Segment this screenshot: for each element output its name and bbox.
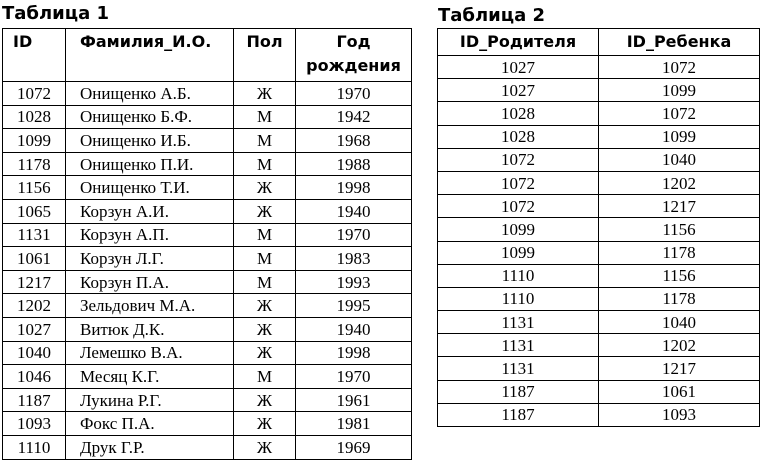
cell-name: Месяц К.Г. bbox=[66, 365, 234, 389]
cell-child-id: 1099 bbox=[599, 79, 760, 102]
cell-child-id: 1202 bbox=[599, 334, 760, 357]
table-row bbox=[3, 365, 412, 389]
cell-birth-year: 1983 bbox=[296, 247, 412, 271]
cell-name: Корзун А.И. bbox=[66, 199, 234, 223]
cell-parent-id: 1027 bbox=[438, 79, 599, 102]
cell-parent-id: 1187 bbox=[438, 403, 599, 426]
cell-name: Онищенко А.Б. bbox=[66, 82, 234, 106]
header-sex: Пол bbox=[234, 29, 296, 82]
cell-name: Лемешко В.А. bbox=[66, 341, 234, 365]
cell-parent-id: 1072 bbox=[438, 171, 599, 194]
table-row bbox=[3, 317, 412, 341]
parent-child-table-body bbox=[438, 56, 760, 427]
table-row bbox=[3, 247, 412, 271]
table-row bbox=[438, 311, 760, 334]
cell-child-id: 1156 bbox=[599, 264, 760, 287]
cell-id: 1178 bbox=[3, 152, 66, 176]
table-row bbox=[3, 105, 412, 129]
parent-child-table bbox=[437, 28, 760, 427]
cell-child-id: 1040 bbox=[599, 311, 760, 334]
cell-id: 1065 bbox=[3, 199, 66, 223]
table-row bbox=[438, 241, 760, 264]
cell-sex: М bbox=[234, 129, 296, 153]
cell-sex: Ж bbox=[234, 341, 296, 365]
table-row bbox=[3, 176, 412, 200]
table-row bbox=[3, 388, 412, 412]
table-row bbox=[438, 56, 760, 79]
cell-id: 1061 bbox=[3, 247, 66, 271]
cell-parent-id: 1131 bbox=[438, 334, 599, 357]
cell-id: 1028 bbox=[3, 105, 66, 129]
table-row bbox=[3, 341, 412, 365]
cell-sex: Ж bbox=[234, 199, 296, 223]
parent-child-header-row bbox=[438, 29, 760, 56]
cell-birth-year: 1940 bbox=[296, 199, 412, 223]
table-row bbox=[3, 294, 412, 318]
cell-name: Корзун А.П. bbox=[66, 223, 234, 247]
header-child-id: ID_Ребенка bbox=[599, 29, 760, 56]
table1-caption: Таблица 1 bbox=[2, 3, 110, 24]
cell-sex: М bbox=[234, 365, 296, 389]
cell-sex: Ж bbox=[234, 412, 296, 436]
cell-birth-year: 1970 bbox=[296, 365, 412, 389]
cell-name: Лукина Р.Г. bbox=[66, 388, 234, 412]
cell-id: 1131 bbox=[3, 223, 66, 247]
cell-parent-id: 1028 bbox=[438, 102, 599, 125]
cell-birth-year: 1970 bbox=[296, 223, 412, 247]
cell-id: 1110 bbox=[3, 435, 66, 459]
cell-birth-year: 1993 bbox=[296, 270, 412, 294]
cell-name: Онищенко И.Б. bbox=[66, 129, 234, 153]
persons-table-body bbox=[3, 82, 412, 460]
cell-sex: Ж bbox=[234, 176, 296, 200]
cell-id: 1156 bbox=[3, 176, 66, 200]
cell-parent-id: 1072 bbox=[438, 148, 599, 171]
cell-sex: Ж bbox=[234, 82, 296, 106]
cell-child-id: 1072 bbox=[599, 56, 760, 79]
cell-child-id: 1040 bbox=[599, 148, 760, 171]
table-row bbox=[3, 129, 412, 153]
cell-name: Друк Г.Р. bbox=[66, 435, 234, 459]
cell-parent-id: 1131 bbox=[438, 311, 599, 334]
cell-parent-id: 1072 bbox=[438, 195, 599, 218]
header-parent-id: ID_Родителя bbox=[438, 29, 599, 56]
cell-id: 1046 bbox=[3, 365, 66, 389]
cell-birth-year: 1981 bbox=[296, 412, 412, 436]
cell-child-id: 1072 bbox=[599, 102, 760, 125]
cell-sex: М bbox=[234, 247, 296, 271]
cell-birth-year: 1988 bbox=[296, 152, 412, 176]
cell-parent-id: 1027 bbox=[438, 56, 599, 79]
table-row bbox=[438, 287, 760, 310]
cell-birth-year: 1942 bbox=[296, 105, 412, 129]
table-row bbox=[3, 412, 412, 436]
persons-table bbox=[2, 28, 412, 460]
cell-id: 1072 bbox=[3, 82, 66, 106]
table-row bbox=[438, 102, 760, 125]
cell-parent-id: 1110 bbox=[438, 264, 599, 287]
cell-id: 1093 bbox=[3, 412, 66, 436]
table-row bbox=[438, 171, 760, 194]
table-row bbox=[3, 82, 412, 106]
cell-child-id: 1178 bbox=[599, 287, 760, 310]
header-name: Фамилия_И.О. bbox=[66, 29, 234, 82]
persons-header-row bbox=[3, 29, 412, 82]
cell-id: 1099 bbox=[3, 129, 66, 153]
cell-id: 1040 bbox=[3, 341, 66, 365]
table-row bbox=[438, 148, 760, 171]
table-row bbox=[3, 223, 412, 247]
cell-sex: Ж bbox=[234, 294, 296, 318]
header-id: ID bbox=[3, 29, 66, 82]
table-row bbox=[438, 357, 760, 380]
table-row bbox=[3, 435, 412, 459]
table-row bbox=[438, 195, 760, 218]
cell-parent-id: 1099 bbox=[438, 241, 599, 264]
cell-name: Фокс П.А. bbox=[66, 412, 234, 436]
cell-child-id: 1156 bbox=[599, 218, 760, 241]
cell-name: Витюк Д.К. bbox=[66, 317, 234, 341]
cell-parent-id: 1187 bbox=[438, 380, 599, 403]
cell-name: Онищенко Б.Ф. bbox=[66, 105, 234, 129]
cell-parent-id: 1131 bbox=[438, 357, 599, 380]
cell-child-id: 1202 bbox=[599, 171, 760, 194]
cell-id: 1217 bbox=[3, 270, 66, 294]
table-row bbox=[438, 264, 760, 287]
cell-birth-year: 1970 bbox=[296, 82, 412, 106]
cell-name: Онищенко П.И. bbox=[66, 152, 234, 176]
cell-sex: Ж bbox=[234, 317, 296, 341]
table-row bbox=[3, 152, 412, 176]
cell-birth-year: 1940 bbox=[296, 317, 412, 341]
table-row bbox=[3, 199, 412, 223]
cell-name: Онищенко Т.И. bbox=[66, 176, 234, 200]
table-row bbox=[3, 270, 412, 294]
cell-id: 1202 bbox=[3, 294, 66, 318]
table2-caption: Таблица 2 bbox=[438, 5, 546, 26]
cell-sex: М bbox=[234, 223, 296, 247]
header-birth-year: Год рождения bbox=[296, 29, 412, 82]
cell-parent-id: 1099 bbox=[438, 218, 599, 241]
table-row bbox=[438, 79, 760, 102]
table-row bbox=[438, 403, 760, 426]
cell-sex: Ж bbox=[234, 388, 296, 412]
cell-birth-year: 1998 bbox=[296, 341, 412, 365]
cell-child-id: 1093 bbox=[599, 403, 760, 426]
table-row bbox=[438, 218, 760, 241]
cell-child-id: 1178 bbox=[599, 241, 760, 264]
table-row bbox=[438, 334, 760, 357]
table-row bbox=[438, 380, 760, 403]
cell-birth-year: 1995 bbox=[296, 294, 412, 318]
cell-birth-year: 1998 bbox=[296, 176, 412, 200]
cell-birth-year: 1961 bbox=[296, 388, 412, 412]
cell-id: 1027 bbox=[3, 317, 66, 341]
cell-birth-year: 1968 bbox=[296, 129, 412, 153]
cell-birth-year: 1969 bbox=[296, 435, 412, 459]
cell-child-id: 1099 bbox=[599, 125, 760, 148]
cell-name: Корзун П.А. bbox=[66, 270, 234, 294]
cell-child-id: 1217 bbox=[599, 357, 760, 380]
cell-child-id: 1061 bbox=[599, 380, 760, 403]
cell-parent-id: 1110 bbox=[438, 287, 599, 310]
cell-child-id: 1217 bbox=[599, 195, 760, 218]
cell-parent-id: 1028 bbox=[438, 125, 599, 148]
cell-sex: М bbox=[234, 270, 296, 294]
cell-sex: М bbox=[234, 105, 296, 129]
cell-sex: Ж bbox=[234, 435, 296, 459]
cell-id: 1187 bbox=[3, 388, 66, 412]
cell-name: Корзун Л.Г. bbox=[66, 247, 234, 271]
cell-sex: М bbox=[234, 152, 296, 176]
cell-name: Зельдович М.А. bbox=[66, 294, 234, 318]
table-row bbox=[438, 125, 760, 148]
